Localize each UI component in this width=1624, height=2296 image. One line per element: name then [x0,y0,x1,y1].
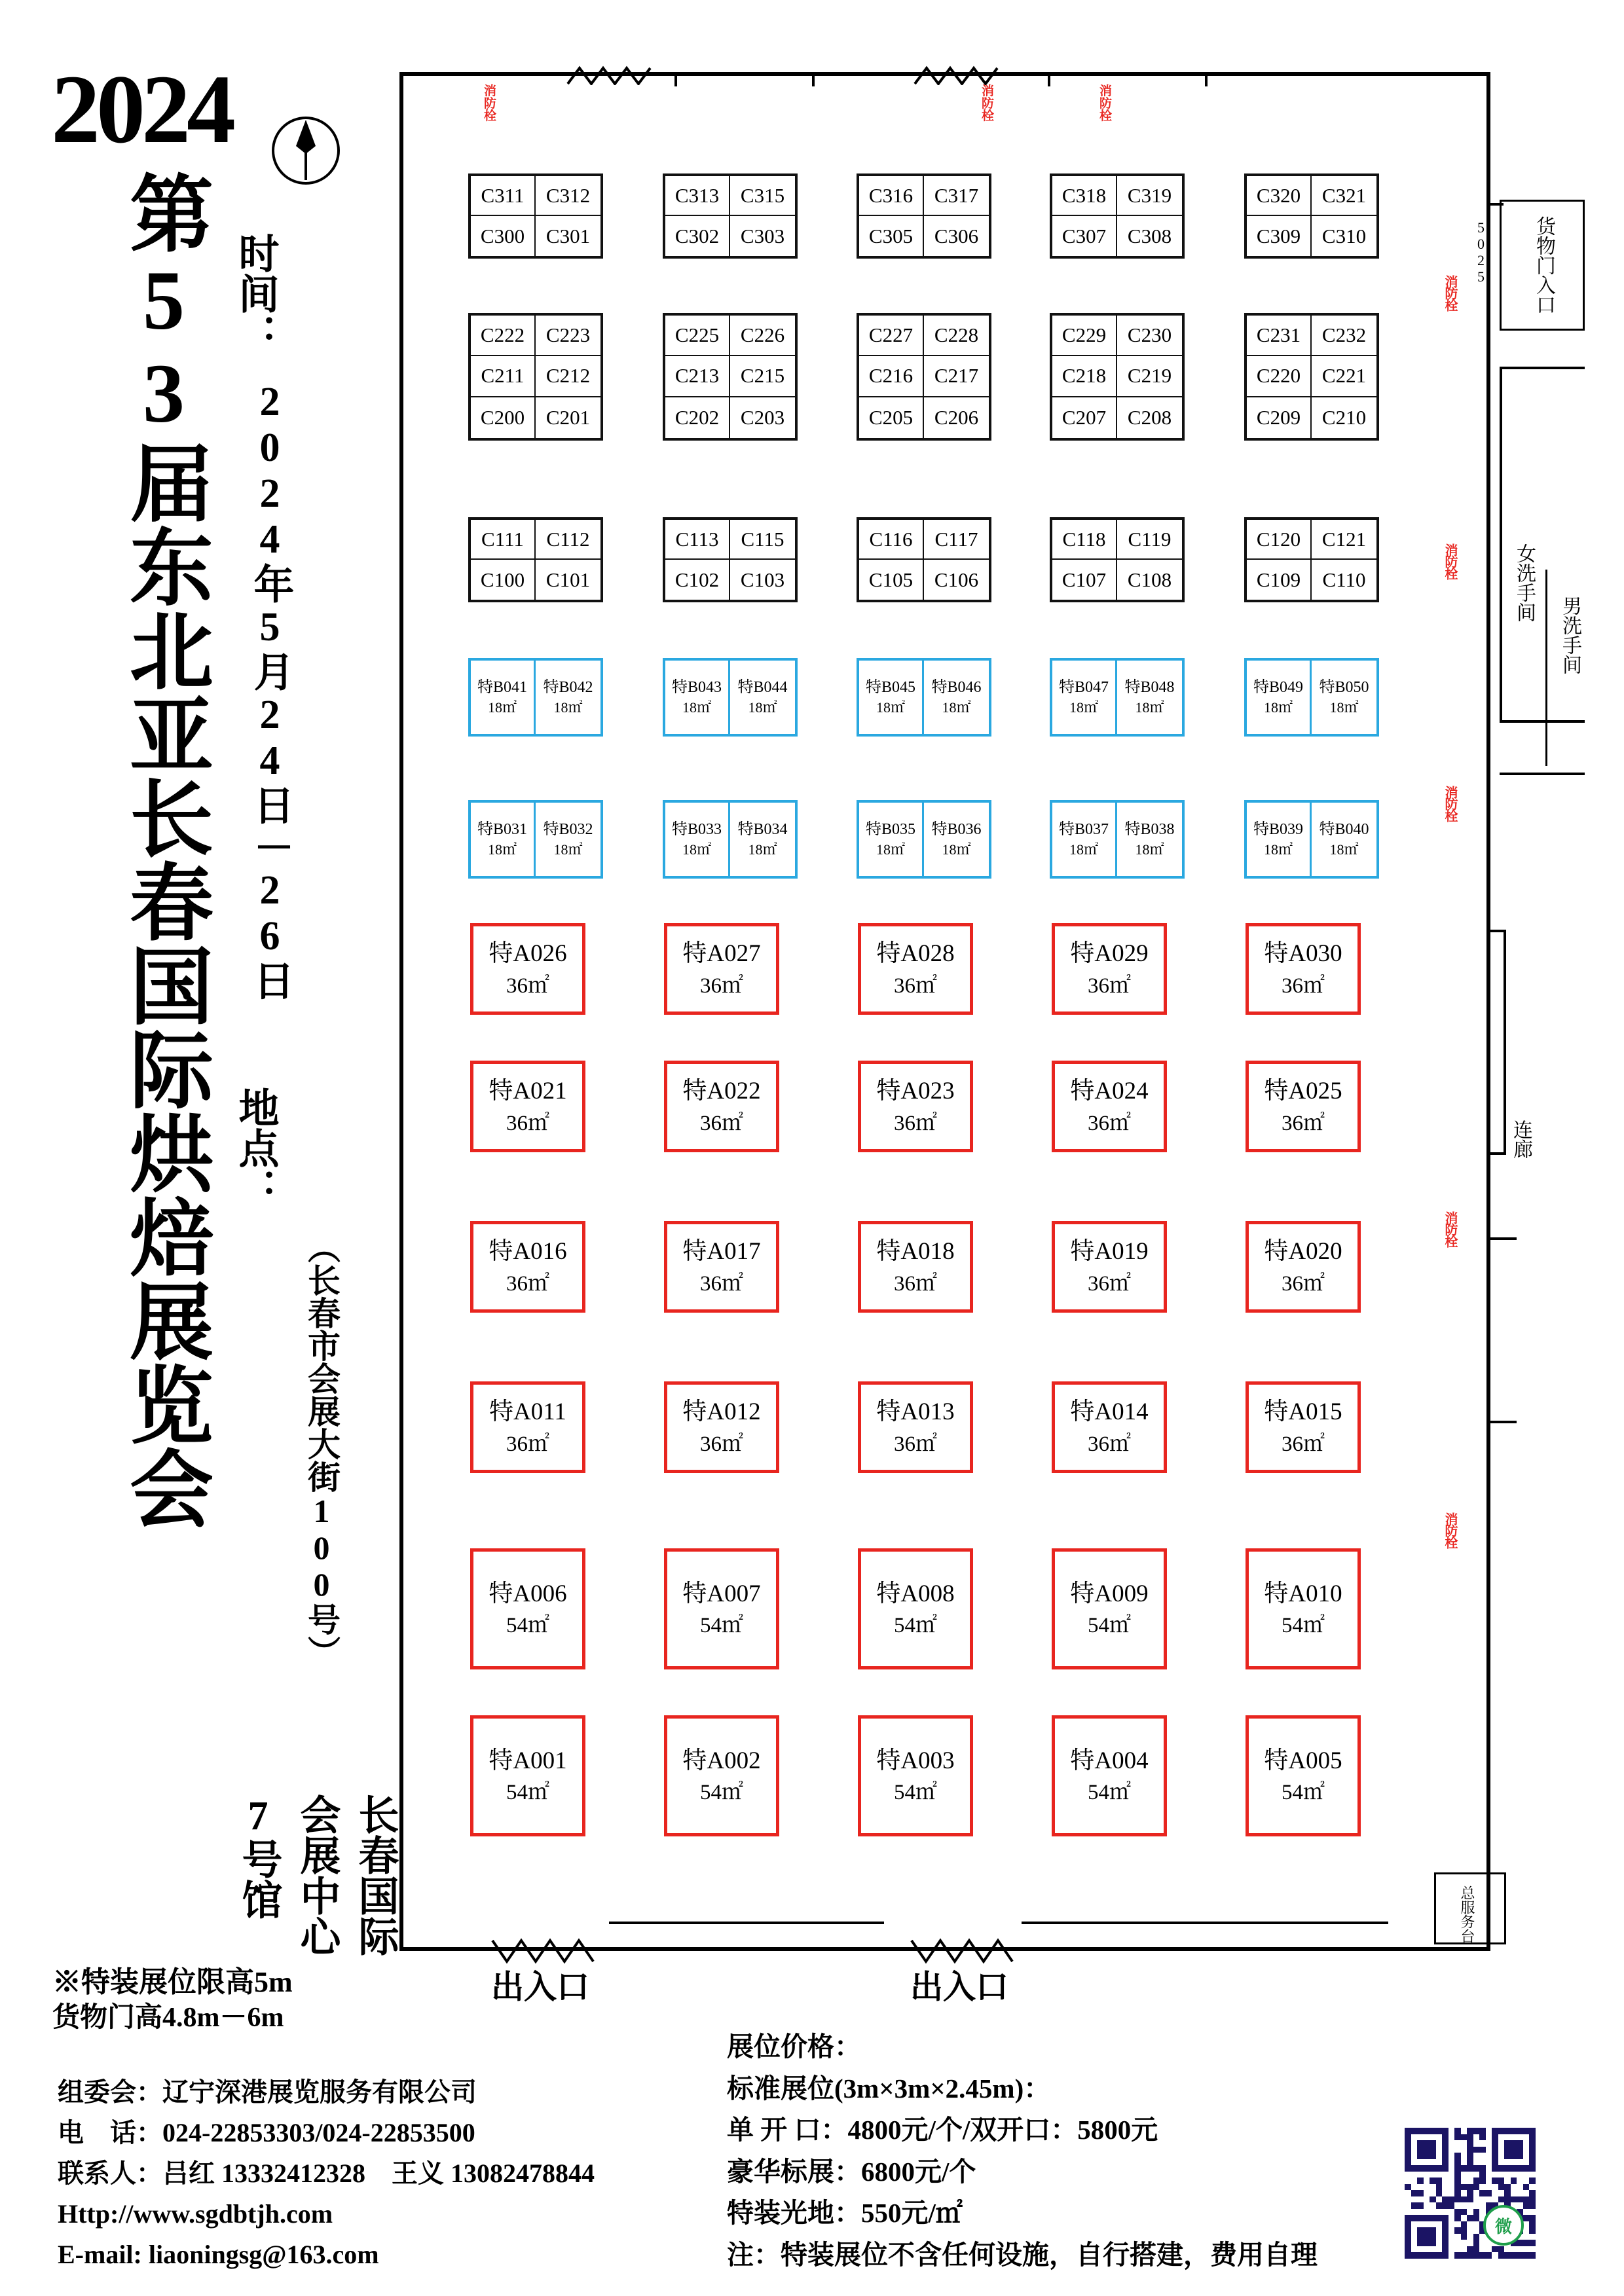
booth-cell[interactable]: C312 [536,176,600,216]
booth-cell[interactable]: C315 [730,176,795,216]
booth-cell[interactable]: C309 [1247,216,1312,256]
booth-cell[interactable]: C306 [934,224,979,247]
booth-group-c1-5[interactable] [1244,517,1379,602]
booth-cell[interactable]: C215 [730,356,795,397]
organizer-website[interactable]: Http://www.sgdbtjh.com [58,2199,333,2229]
place-value: （长春市会展大街100号） [303,1231,340,1668]
booth-cell[interactable]: C116 [859,520,924,560]
booth-a029[interactable]: 特A029 36㎡ [1052,923,1167,1015]
booth-cell[interactable]: C307 [1052,216,1117,256]
booth-cell[interactable]: C110 [1322,568,1366,591]
booth-a011[interactable]: 特A011 36㎡ [470,1381,585,1473]
booth-group-b-047[interactable] [1050,658,1185,737]
wall-segment [609,1922,884,1924]
booth-cell[interactable]: C321 [1312,176,1376,216]
booth-cell[interactable]: C106 [934,568,979,591]
organizer-line: 组委会：辽宁深港展览服务有限公司 [58,2077,477,2107]
booth-group-c2-3[interactable] [857,313,991,441]
booth-a005[interactable]: 特A005 54㎡ [1246,1715,1361,1836]
booth-cell[interactable]: C303 [740,224,785,247]
booth-cell[interactable]: C302 [665,216,730,256]
booth-cell[interactable]: C207 [1052,397,1117,438]
booth-group-c3-5[interactable] [1244,173,1379,259]
booth-cell[interactable]: C231 [1247,316,1312,356]
booth-a019[interactable]: 特A019 36㎡ [1052,1221,1167,1313]
booth-a018[interactable]: 特A018 36㎡ [858,1221,973,1313]
booth-cell[interactable]: C102 [665,560,730,600]
hall-right-wall [1486,72,1490,1951]
corridor-label: 连廊 [1510,1120,1532,1159]
booth-cell[interactable]: C108 [1127,568,1172,591]
booth-a015[interactable]: 特A015 36㎡ [1246,1381,1361,1473]
booth-cell[interactable]: C109 [1247,560,1312,600]
cargo-door-top-2 [913,65,1005,85]
cargo-door-top-1 [566,65,658,85]
price-line: 豪华标展：6800元/个 [727,2156,976,2187]
wall-jog [1504,930,1506,1152]
booth-cell[interactable]: C212 [536,356,600,397]
booth-cell[interactable]: C115 [730,520,795,560]
corridor-wall [1500,367,1585,369]
booth-a007[interactable]: 特A007 54㎡ [664,1548,779,1669]
price-note: 注：特装展位不含任何设施，自行搭建，费用自理 [727,2239,1318,2270]
booth-cell[interactable]: C301 [545,224,591,247]
booth-a025[interactable]: 特A025 36㎡ [1246,1061,1361,1152]
booth-cell[interactable]: 特B047 18㎡ [1052,661,1117,734]
booth-cell[interactable]: C105 [859,560,924,600]
booth-a003[interactable]: 特A003 54㎡ [858,1715,973,1836]
booth-cell[interactable]: C205 [859,397,924,438]
service-desk-label: 总服务台 [1459,1886,1475,1943]
entrance-door-left [491,1938,602,1964]
booth-group-c1-1[interactable] [468,517,603,602]
booth-cell[interactable]: 特B045 18㎡ [859,661,924,734]
note-booth-height: ※特装展位限高5m [52,1966,293,1998]
wall-segment [1022,1922,1388,1924]
booth-cell[interactable]: C121 [1312,520,1376,560]
price-block [727,2026,1500,2276]
poster-year: 2024 [51,55,232,164]
booth-cell[interactable]: 特B040 18㎡ [1319,820,1369,858]
booth-cell[interactable]: C107 [1052,560,1117,600]
page-title: 第53届东北亚长春国际烘焙展览会 [117,170,210,1529]
organizer-line: 电 话：024-22853303/024-22853500 [58,2118,475,2147]
booth-group-c2-2[interactable] [663,313,798,441]
booth-group-b-031[interactable] [468,800,603,879]
booth-cell[interactable]: 特B032 18㎡ [543,820,593,858]
divider [1545,570,1547,766]
booth-cell[interactable]: C209 [1247,397,1312,438]
booth-cell[interactable]: C112 [536,520,600,560]
time-value: 2024年5月24日－26日 [248,380,292,1002]
booth-cell[interactable]: C111 [471,520,536,560]
qr-logo-icon: 微 [1483,2205,1524,2246]
booth-a013[interactable]: 特A013 36㎡ [858,1381,973,1473]
booth-cell[interactable]: 特B038 18㎡ [1124,820,1175,858]
booth-a020[interactable]: 特A020 36㎡ [1246,1221,1361,1313]
booth-cell[interactable]: C117 [924,520,989,560]
booth-cell[interactable]: 特B033 18㎡ [665,803,730,876]
booth-cell[interactable]: C229 [1052,316,1117,356]
booth-group-c1-3[interactable] [857,517,991,602]
note-cargo-door-height: 货物门高4.8m－6m [52,2003,284,2033]
booth-cell[interactable]: 特B043 18㎡ [665,661,730,734]
booth-cell[interactable]: C310 [1321,224,1367,247]
booth-a026[interactable]: 特A026 36㎡ [470,923,585,1015]
booth-cell[interactable]: C118 [1052,520,1117,560]
booth-cell[interactable]: C201 [545,405,591,429]
poster-title-column [0,0,406,1990]
entrance-label-left: 出入口 [491,1969,589,2005]
booth-group-c1-4[interactable] [1050,517,1185,602]
booth-cell[interactable]: C311 [471,176,536,216]
entrance-door-right [910,1938,1022,1964]
fire-hydrant-label: 消防栓 [483,84,496,123]
booth-cell[interactable]: 特B042 18㎡ [543,678,593,716]
booth-cell[interactable]: C120 [1247,520,1312,560]
qr-code[interactable] [1405,2128,1536,2259]
womens-room-label: 女洗手间 [1513,543,1535,622]
booth-cell[interactable]: C210 [1321,405,1367,429]
booth-cell[interactable]: C320 [1247,176,1312,216]
corridor-wall [1500,367,1502,720]
corridor-wall [1500,720,1585,723]
booth-cell[interactable]: C119 [1117,520,1182,560]
fire-hydrant-label: 消防栓 [981,84,993,123]
fire-hydrant-label: 消防栓 [1443,1211,1457,1247]
booth-cell[interactable]: C228 [924,316,989,356]
wall-jog [1490,1421,1517,1423]
booth-cell[interactable]: C203 [740,405,785,429]
booth-a009[interactable]: 特A009 54㎡ [1052,1548,1167,1669]
booth-cell[interactable]: C202 [665,397,730,438]
corridor-wall [1500,773,1585,775]
cargo-door-label: 货物门入口 [1533,216,1555,314]
floor-plan [393,59,1581,2005]
organizer-block [58,2072,647,2275]
wall-tick [812,73,815,86]
booth-group-c3-1[interactable] [468,173,603,259]
booth-cell[interactable]: 特B035 18㎡ [859,803,924,876]
booth-group-b-033[interactable] [663,800,798,879]
booth-group-b-037[interactable] [1050,800,1185,879]
booth-cell[interactable]: C200 [471,397,536,438]
booth-cell[interactable]: 特B039 18㎡ [1247,803,1312,876]
booth-cell[interactable]: C217 [924,356,989,397]
wall-tick [1048,73,1050,86]
booth-cell[interactable]: C308 [1127,224,1172,247]
booth-cell[interactable]: 特B050 18㎡ [1319,678,1369,716]
booth-cell[interactable]: 特B031 18㎡ [471,803,536,876]
entrance-label-right: 出入口 [910,1969,1008,2005]
booth-a008[interactable]: 特A008 54㎡ [858,1548,973,1669]
booth-group-b-041[interactable] [468,658,603,737]
booth-a012[interactable]: 特A012 36㎡ [664,1381,779,1473]
booth-cell[interactable]: C100 [471,560,536,600]
booth-cell[interactable]: C225 [665,316,730,356]
fire-hydrant-label: 消防栓 [1443,275,1457,310]
booth-cell[interactable]: 特B046 18㎡ [931,678,982,716]
booth-a017[interactable]: 特A017 36㎡ [664,1221,779,1313]
booth-a022[interactable]: 特A022 36㎡ [664,1061,779,1152]
price-line: 特装光地：550元/㎡ [727,2198,963,2229]
booth-cell[interactable]: 特B044 18㎡ [737,678,788,716]
booth-cell[interactable]: C316 [859,176,924,216]
booth-group-c3-4[interactable] [1050,173,1185,259]
booth-group-b-045[interactable] [857,658,991,737]
booth-cell[interactable]: C317 [924,176,989,216]
booth-a030[interactable]: 特A030 36㎡ [1246,923,1361,1015]
booth-a002[interactable]: 特A002 54㎡ [664,1715,779,1836]
dimension-label: 5025 [1473,219,1489,285]
booth-group-b-035[interactable] [857,800,991,879]
booth-a028[interactable]: 特A028 36㎡ [858,923,973,1015]
booth-group-c2-5[interactable] [1244,313,1379,441]
booth-cell[interactable]: C305 [859,216,924,256]
wall-tick [674,73,677,86]
booth-cell[interactable]: 特B049 18㎡ [1247,661,1312,734]
price-line: 展位价格： [727,2032,861,2062]
booth-cell[interactable]: C101 [545,568,591,591]
booth-cell[interactable]: 特B036 18㎡ [931,820,982,858]
booth-a021[interactable]: 特A021 36㎡ [470,1061,585,1152]
wall-jog [1490,203,1504,206]
booth-cell[interactable]: C230 [1117,316,1182,356]
booth-a014[interactable]: 特A014 36㎡ [1052,1381,1167,1473]
booth-group-b-049[interactable] [1244,658,1379,737]
booth-a027[interactable]: 特A027 36㎡ [664,923,779,1015]
wall-jog [1490,1152,1506,1155]
price-line: 单 开 口：4800元/个/双开口：5800元 [727,2115,1158,2145]
booth-cell[interactable]: C213 [665,356,730,397]
booth-cell[interactable]: 特B034 18㎡ [737,820,788,858]
booth-cell[interactable]: C206 [934,405,979,429]
booth-cell[interactable]: C232 [1312,316,1376,356]
booth-cell[interactable]: C223 [536,316,600,356]
booth-cell[interactable]: 特B037 18㎡ [1052,803,1117,876]
booth-group-c3-3[interactable] [857,173,991,259]
booth-a010[interactable]: 特A010 54㎡ [1246,1548,1361,1669]
time-label: 时间： [232,232,277,354]
wall-jog [1490,1237,1517,1240]
fire-hydrant-label: 消防栓 [1443,786,1457,821]
fire-hydrant-label: 消防栓 [1443,543,1457,579]
booth-group-c2-4[interactable] [1050,313,1185,441]
booth-cell[interactable]: C219 [1117,356,1182,397]
booth-cell[interactable]: C208 [1127,405,1172,429]
price-line: 标准展位(3m×3m×2.45m)： [727,2073,1051,2104]
booth-cell[interactable]: C318 [1052,176,1117,216]
mens-room-label: 男洗手间 [1559,596,1581,674]
booth-cell[interactable]: 特B048 18㎡ [1124,678,1175,716]
booth-group-c2-1[interactable] [468,313,603,441]
booth-cell[interactable]: C222 [471,316,536,356]
compass-north-icon [270,115,342,187]
booth-cell[interactable]: C221 [1312,356,1376,397]
booth-cell[interactable]: C218 [1052,356,1117,397]
booth-cell[interactable]: C211 [471,356,536,397]
organizer-email[interactable]: E-mail: liaoningsg@163.com [58,2240,379,2269]
booth-a024[interactable]: 特A024 36㎡ [1052,1061,1167,1152]
booth-cell[interactable]: C220 [1247,356,1312,397]
booth-cell[interactable]: C226 [730,316,795,356]
hall-number: 长春国际会展中心 7号馆 [236,1794,397,1956]
booth-a004[interactable]: 特A004 54㎡ [1052,1715,1167,1836]
booth-a006[interactable]: 特A006 54㎡ [470,1548,585,1669]
fire-hydrant-label: 消防栓 [1443,1512,1457,1548]
booth-group-c1-2[interactable] [663,517,798,602]
fire-hydrant-label: 消防栓 [1099,84,1111,123]
booth-a001[interactable]: 特A001 54㎡ [470,1715,585,1836]
booth-cell[interactable]: C227 [859,316,924,356]
booth-group-c3-2[interactable] [663,173,798,259]
booth-cell[interactable]: C113 [665,520,730,560]
wall-tick [1205,73,1208,86]
booth-cell[interactable]: C300 [471,216,536,256]
organizer-line: 联系人：吕红 13332412328 王义 13082478844 [58,2159,595,2188]
booth-group-b-039[interactable] [1244,800,1379,879]
booth-cell[interactable]: 特B041 18㎡ [471,661,536,734]
booth-cell[interactable]: C319 [1117,176,1182,216]
booth-group-b-043[interactable] [663,658,798,737]
booth-cell[interactable]: C216 [859,356,924,397]
place-label: 地点： [232,1087,277,1209]
booth-cell[interactable]: C103 [740,568,785,591]
booth-a016[interactable]: 特A016 36㎡ [470,1221,585,1313]
booth-a023[interactable]: 特A023 36㎡ [858,1061,973,1152]
booth-cell[interactable]: C313 [665,176,730,216]
